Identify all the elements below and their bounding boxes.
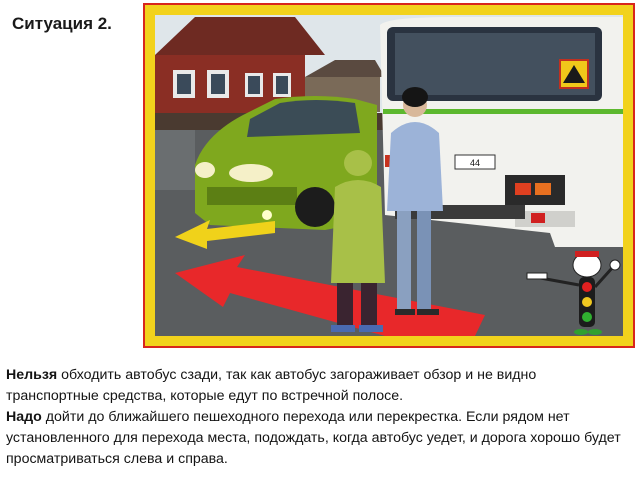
rule-forbidden-keyword: Нельзя bbox=[6, 367, 58, 383]
bus-plate: 44 bbox=[469, 158, 481, 168]
rules-caption bbox=[6, 365, 631, 470]
illustration-frame bbox=[143, 3, 635, 348]
situation-title: Ситуация 2. bbox=[12, 14, 112, 33]
rule-required bbox=[6, 407, 631, 470]
rule-required-keyword: Надо bbox=[6, 409, 42, 425]
rule-forbidden bbox=[6, 365, 631, 407]
rule-forbidden-text: обходить автобус сзади, так как автобус загораживает обзор и не видно транспортные средства, которые едут по встречной полосе. bbox=[6, 367, 537, 404]
bus-stop-crossing-photo bbox=[155, 15, 623, 336]
rule-required-text: дойти до ближайшего пешеходного перехода или перекрестка. Если рядом нет установленного для перехода места, подождать, когда автобус уедет, и дорога хорошо будет просматриваться слева и справа. bbox=[6, 409, 621, 467]
